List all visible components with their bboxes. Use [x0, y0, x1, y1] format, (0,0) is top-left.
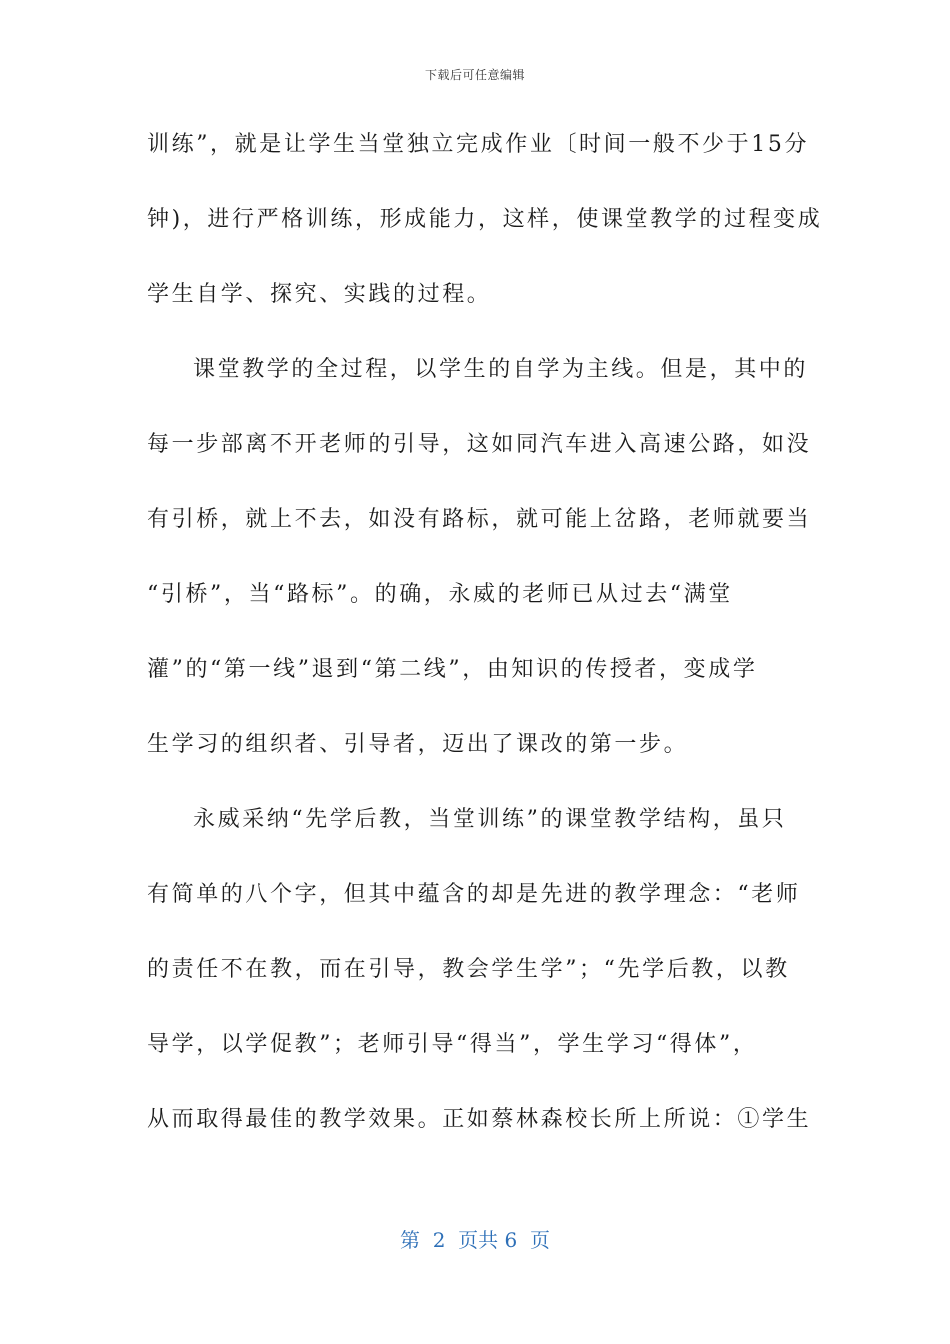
- text-line: 灌”的“第一线”退到“第二线”，由知识的传授者，变成学: [147, 657, 758, 682]
- text-line: 从而取得最佳的教学效果。正如蔡林森校长所上所说：①学生: [147, 1107, 812, 1132]
- text-line: 的责任不在教，而在引导，教会学生学”；“先学后教，以教: [147, 957, 790, 982]
- text-line: 训练”，就是让学生当堂独立完成作业〔时间一般不少于15分: [147, 132, 810, 157]
- text-line: 生学习的组织者、引导者，迈出了课改的第一步。: [147, 732, 689, 757]
- page-header: 下载后可任意编辑: [424, 68, 525, 82]
- document-body: [147, 120, 823, 1170]
- text-line: 每一步部离不开老师的引导，这如同汽车进入高速公路，如没: [147, 432, 812, 457]
- text-line: 有引桥，就上不去，如没有路标，就可能上岔路，老师就要当: [147, 507, 812, 532]
- text-line: 有简单的八个字，但其中蕴含的却是先进的教学理念：“老师: [147, 882, 801, 907]
- text-line: “引桥”，当“路标”。的确，永威的老师已从过去“满堂: [147, 582, 733, 607]
- page-number: 第 2 页共 6 页: [400, 1228, 550, 1252]
- text-line: 导学，以学促教”；老师引导“得当”，学生学习“得体”，: [147, 1032, 758, 1057]
- paragraph-first-line: 永威采纳“先学后教，当堂训练”的课堂教学结构，虽只: [193, 807, 787, 832]
- text-line: 钟)，进行严格训练，形成能力，这样，使课堂教学的过程变成: [147, 207, 823, 232]
- text-line: 学生自学、探究、实践的过程。: [147, 282, 492, 307]
- paragraph-first-line: 课堂教学的全过程，以学生的自学为主线。但是，其中的: [193, 357, 809, 382]
